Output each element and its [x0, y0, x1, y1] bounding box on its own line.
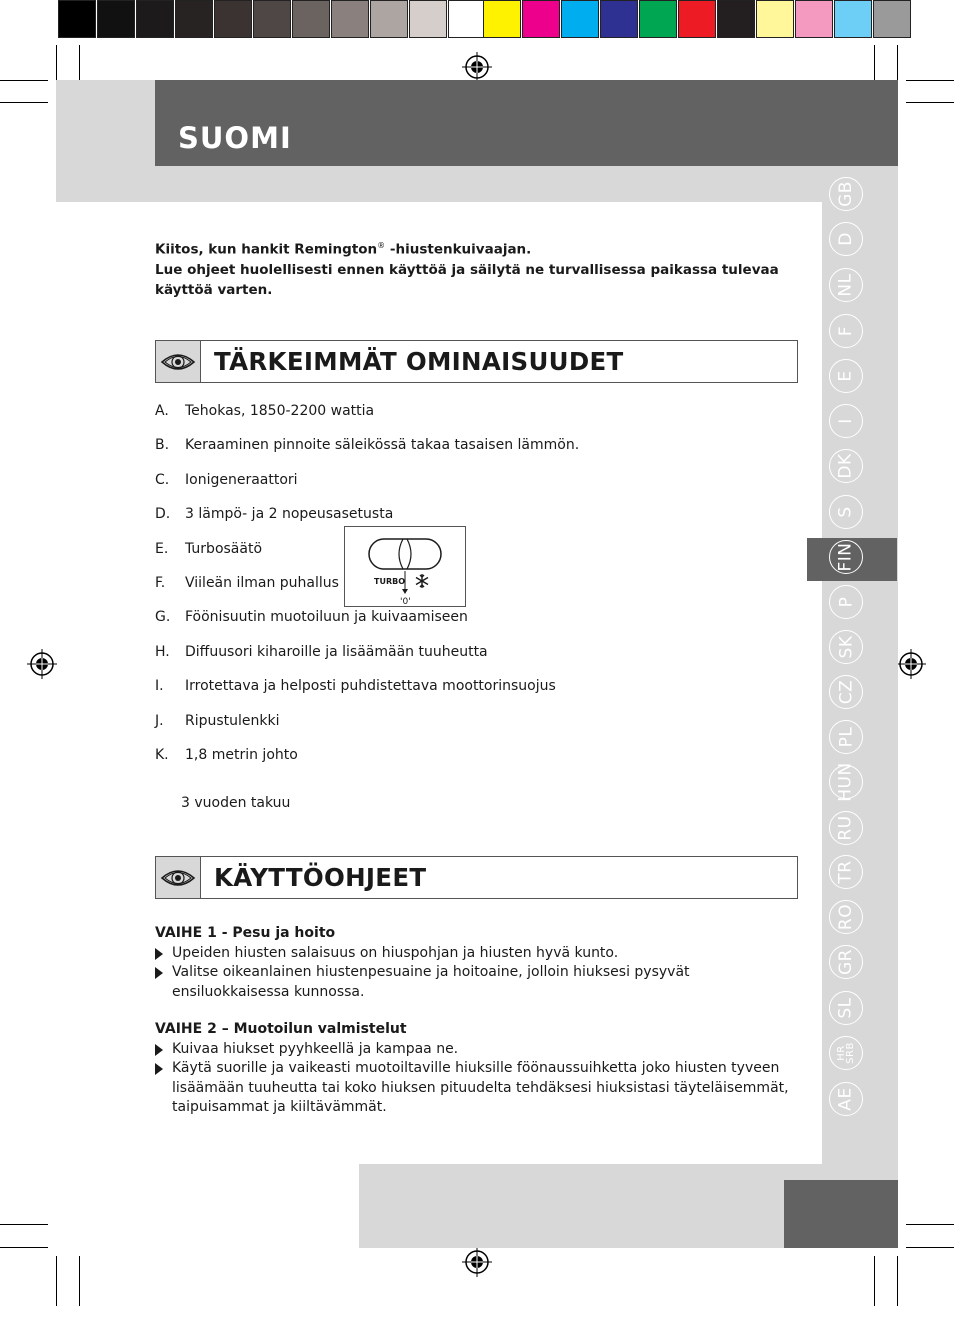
language-tab-nl[interactable] [829, 268, 863, 302]
language-tab-ru[interactable] [829, 811, 863, 845]
language-tab-label: RU [835, 815, 856, 841]
feature-letter: I. [155, 678, 164, 694]
language-tab-label: SK [835, 635, 856, 659]
language-tab-gb[interactable] [829, 177, 863, 211]
language-tab-p[interactable] [829, 585, 863, 619]
bullet-text: Kuivaa hiukset pyyhkeellä ja kampaa ne. [172, 1041, 459, 1057]
feature-letter: G. [155, 609, 171, 625]
intro-line2: Lue ohjeet huolellisesti ennen käyttöä ja säilytä ne turvallisessa paikassa tulevaa käyttöä varten. [155, 261, 779, 298]
crop-mark [56, 1256, 57, 1306]
language-tab-label: F [836, 325, 856, 337]
color-swatch [561, 0, 599, 38]
feature-text: Ionigeneraattori [185, 472, 298, 488]
feature-text: 1,8 metrin johto [185, 747, 298, 763]
crop-mark [0, 102, 48, 103]
page-title: SUOMI [178, 121, 292, 155]
crop-mark [0, 1247, 48, 1248]
language-tab-hun[interactable] [829, 762, 863, 802]
language-tab-tr[interactable] [829, 855, 863, 889]
crop-mark [874, 45, 875, 85]
crop-mark [79, 45, 80, 85]
color-swatch [331, 0, 369, 38]
feature-letter: F. [155, 575, 166, 591]
feature-letter: K. [155, 747, 169, 763]
bullet-arrow-icon [155, 1063, 163, 1075]
color-swatch [678, 0, 716, 38]
color-swatch [522, 0, 560, 38]
language-tab-ae[interactable] [829, 1082, 863, 1116]
feature-letter: E. [155, 541, 169, 557]
feature-text: Tehokas, 1850-2200 wattia [185, 403, 375, 419]
language-tab-sl[interactable] [829, 991, 863, 1025]
language-tab-label: D [836, 232, 856, 246]
section-title-features: TÄRKEIMMÄT OMINAISUUDET [214, 347, 624, 376]
intro-text [155, 236, 795, 300]
feature-text: Turbosäätö [185, 541, 263, 557]
feature-letter: B. [155, 437, 170, 453]
color-swatch [448, 0, 486, 38]
turbo-control-illustration [344, 526, 466, 607]
language-tab-label: I [835, 418, 856, 424]
registration-mark-icon [462, 1247, 492, 1277]
language-tab-label: DK [836, 453, 856, 479]
language-tab-s[interactable] [829, 495, 863, 529]
step-2-bullet [155, 1040, 795, 1060]
language-tab-fin[interactable] [829, 540, 863, 574]
feature-text: Ripustulenkki [185, 713, 280, 729]
color-swatch [639, 0, 677, 38]
language-tab-cz[interactable] [829, 675, 863, 709]
crop-mark [79, 1256, 80, 1306]
feature-letter: C. [155, 472, 170, 488]
warranty-text: 3 vuoden takuu [181, 795, 291, 811]
color-swatch [97, 0, 135, 38]
color-swatch [834, 0, 872, 38]
color-swatch [873, 0, 911, 38]
color-swatch [370, 0, 408, 38]
color-calibration-bar-left [58, 0, 487, 38]
color-swatch [214, 0, 252, 38]
feature-letter: J. [155, 713, 164, 729]
language-tab-label: FIN [835, 542, 856, 572]
color-swatch [253, 0, 291, 38]
feature-letter: D. [155, 506, 171, 522]
language-tab-label: CZ [836, 679, 856, 705]
color-swatch [483, 0, 521, 38]
zero-label: '0' [400, 597, 411, 606]
feature-text: Keraaminen pinnoite säleikössä takaa tasaisen lämmön. [185, 437, 580, 453]
language-tab-label: GB [836, 181, 856, 207]
crop-mark [874, 1256, 875, 1306]
language-tab-label: RO [835, 903, 856, 931]
page-number-box [784, 1180, 898, 1248]
color-swatch [717, 0, 755, 38]
language-tab-pl[interactable] [829, 720, 863, 754]
crop-mark [56, 45, 57, 85]
color-swatch [756, 0, 794, 38]
bullet-arrow-icon [155, 948, 163, 960]
registration-mark-icon [462, 52, 492, 82]
section-header-instructions [155, 856, 798, 899]
language-tab-label: SL [835, 997, 856, 1019]
crop-mark [906, 102, 954, 103]
color-swatch [795, 0, 833, 38]
step-1-bullet [155, 963, 795, 1002]
bullet-arrow-icon [155, 1044, 163, 1056]
language-tab-e[interactable] [829, 359, 863, 393]
language-tab-label: P [835, 596, 856, 608]
step-1-bullet [155, 944, 795, 964]
snowflake-icon [416, 574, 428, 588]
language-tab-sk[interactable] [829, 630, 863, 664]
language-tab-label: HUN [836, 762, 857, 802]
color-swatch [175, 0, 213, 38]
section-header-features [155, 340, 798, 383]
turbo-label: TURBO [374, 577, 406, 586]
bullet-text: Upeiden hiusten salaisuus on hiuspohjan ja hiusten hyvä kunto. [172, 945, 619, 961]
feature-text: Föönisuutin muotoiluun ja kuivaamiseen [185, 609, 468, 625]
language-tab-i[interactable] [829, 404, 863, 438]
crop-mark [906, 1247, 954, 1248]
feature-text: 3 lämpö- ja 2 nopeusasetusta [185, 506, 394, 522]
color-swatch [292, 0, 330, 38]
crop-mark [906, 80, 954, 81]
step-2-bullet [155, 1059, 795, 1118]
color-swatch [58, 0, 96, 38]
eye-icon [156, 341, 201, 382]
language-tab-hr-srb[interactable] [829, 1036, 863, 1070]
language-tab-dk[interactable] [829, 449, 863, 483]
color-swatch [136, 0, 174, 38]
language-tab-d[interactable] [829, 222, 863, 256]
crop-mark [0, 1224, 48, 1225]
crop-mark [897, 1256, 898, 1306]
step-1-title: VAIHE 1 - Pesu ja hoito [155, 925, 336, 941]
crop-mark [897, 45, 898, 85]
bullet-text: Käytä suorille ja vaikeasti muotoiltaville hiuksille föönaussuihketta joko hiusten tyveen lisäämään tuuheutta tai koko hiuksen pituudelta tehdäksesi hiuksistasi täyteläisemmät, taipuisammat ja kiiltävämmät. [172, 1060, 789, 1115]
step-2-title: VAIHE 2 – Muotoilun valmistelut [155, 1021, 407, 1037]
language-tab-ro[interactable] [829, 900, 863, 934]
section-title-instructions: KÄYTTÖOHJEET [214, 863, 427, 892]
language-tab-gr[interactable] [829, 945, 863, 979]
crop-mark [906, 1224, 954, 1225]
language-tab-label: TR [835, 860, 856, 884]
language-tab-label: NL [835, 273, 856, 297]
registered-mark: ® [377, 241, 386, 250]
color-swatch [409, 0, 447, 38]
feature-letter: H. [155, 644, 170, 660]
language-tab-label: AE [836, 1087, 856, 1111]
crop-mark [0, 80, 48, 81]
feature-letter: A. [155, 403, 169, 419]
feature-text: Viileän ilman puhallus [185, 575, 339, 591]
bullet-text: Valitse oikeanlainen hiustenpesuaine ja hoitoaine, jolloin hiuksesi pysyvät ensiluokkaisessa kunnossa. [172, 964, 690, 1000]
feature-text: Irrotettava ja helposti puhdistettava moottorinsuojus [185, 678, 556, 694]
registration-mark-icon [27, 649, 57, 679]
intro-line1-prefix: Kiitos, kun hankit Remington [155, 241, 378, 258]
language-tab-label: E [836, 370, 856, 382]
language-tab-f[interactable] [829, 314, 863, 348]
color-calibration-bar-right [483, 0, 912, 38]
language-tab-label: GR [836, 949, 856, 975]
eye-icon [156, 857, 201, 898]
language-tab-label: S [835, 506, 856, 518]
color-swatch [600, 0, 638, 38]
language-tab-label: PL [835, 726, 856, 748]
registration-mark-icon [896, 649, 926, 679]
language-tab-label: HR SRB [836, 1042, 856, 1064]
feature-text: Diffuusori kiharoille ja lisäämään tuuheutta [185, 644, 488, 660]
intro-line1-suffix: -hiustenkuivaajan. [385, 241, 532, 258]
bullet-arrow-icon [155, 967, 163, 979]
